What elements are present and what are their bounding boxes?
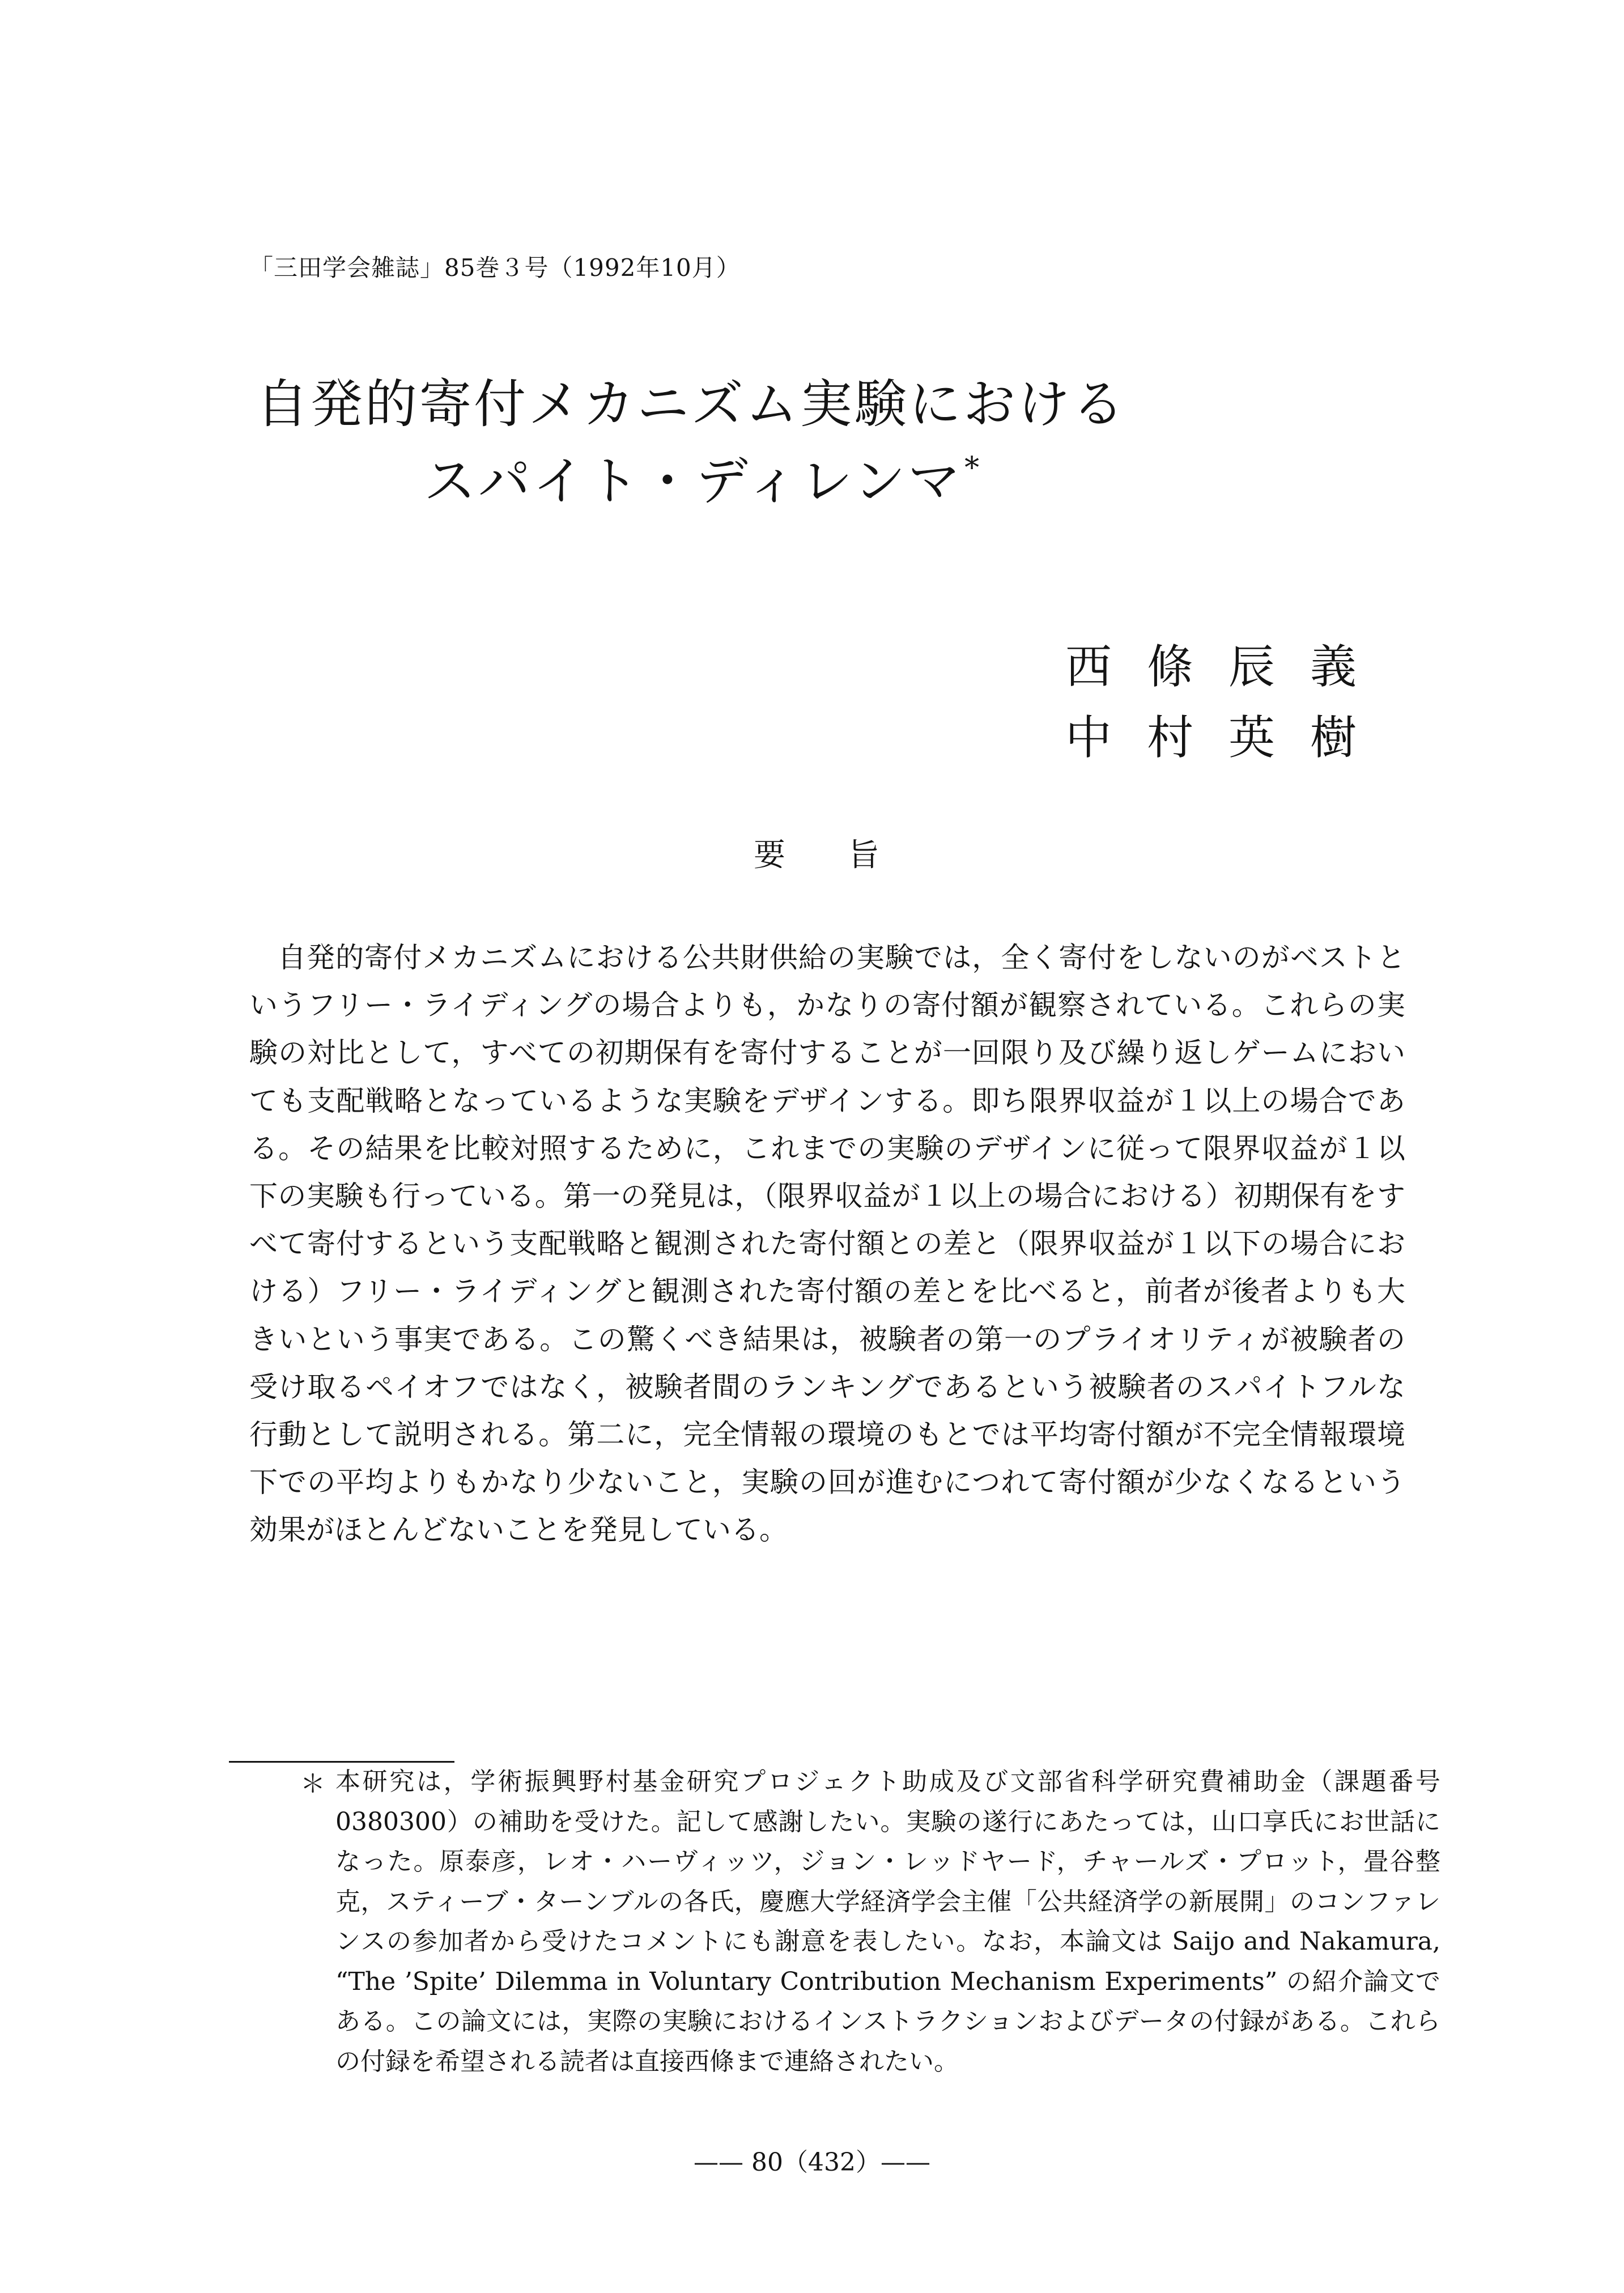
author-name: 西條辰義 bbox=[1065, 640, 1392, 694]
journal-citation: 「三田学会雑誌」85巻３号（1992年10月） bbox=[249, 254, 741, 282]
author-name: 中村英樹 bbox=[1065, 711, 1392, 765]
footnote-mark: ＊ bbox=[300, 1769, 325, 1798]
author-list bbox=[1065, 632, 1392, 773]
abstract-text: 自発的寄付メカニズムにおける公共財供給の実験では，全く寄付をしないのがベストというフリー・ライディングの場合よりも，かなりの寄付額が観察されている。これらの実験の対比として，すべての初期保有を寄付することが一回限り及び繰り返しゲームにおいても支配戦略となっているような実験をデザインする。即ち限界収益が１以上の場合である。その結果を比較対照するために，これまでの実験のデザインに従って限界収益が１以下の実験も行っている。第一の発見は，（限界収益が１以上の場合における）初期保有をすべて寄付するという支配戦略と観測された寄付額との差と（限界収益が１以下の場合における）フリー・ライディングと観測された寄付額の差とを比べると，前者が後者よりも大きいという事実である。この驚くべき結果は，被験者の第一のプライオリティが被験者の受け取るペイオフではなく，被験者間のランキングであるという被験者のスパイトフルな行動として説明される。第二に，完全情報の環境のもとでは平均寄付額が不完全情報環境下での平均よりもかなり少ないこと，実験の回が進むにつれて寄付額が少なくなるという効果がほとんどないことを発見している。 bbox=[249, 941, 1405, 1547]
page-number: —— 80（432）—— bbox=[694, 2148, 930, 2177]
title-line2-text: スパイト・ディレンマ bbox=[423, 451, 963, 512]
footnote-text: 本研究は，学術振興野村基金研究プロジェクト助成及び文部省科学研究費補助金（課題番号 0380300）の補助を受けた。記して感謝したい。実験の遂行にあたっては，山口享氏にお世話になった。原泰彦，レオ・ハーヴィッツ，ジョン・レッドヤード，チャールズ・プロット，畳谷整克，スティーブ・ターンブルの各氏，慶應大学経済学会主催「公共経済学の新展開」のコンファレンスの参加者から受けたコメントにも謝意を表したい。なお，本論文は Saijo and Nakamura, “The ’Spite’ Dilemma in Voluntary Contribution Mechanism Experiments” の紹介論文である。この論文には，実際の実験におけるインストラクションおよびデータの付録がある。これらの付録を希望される読者は直接西條まで連絡されたい。 bbox=[335, 1767, 1440, 2076]
title-footnote-mark: * bbox=[964, 451, 982, 485]
article-title-line1: 自発的寄付メカニズム実験における bbox=[256, 374, 1126, 435]
footnote bbox=[296, 1762, 1440, 2082]
article-title-line2 bbox=[164, 451, 1241, 512]
abstract-heading: 要旨 bbox=[754, 837, 942, 874]
